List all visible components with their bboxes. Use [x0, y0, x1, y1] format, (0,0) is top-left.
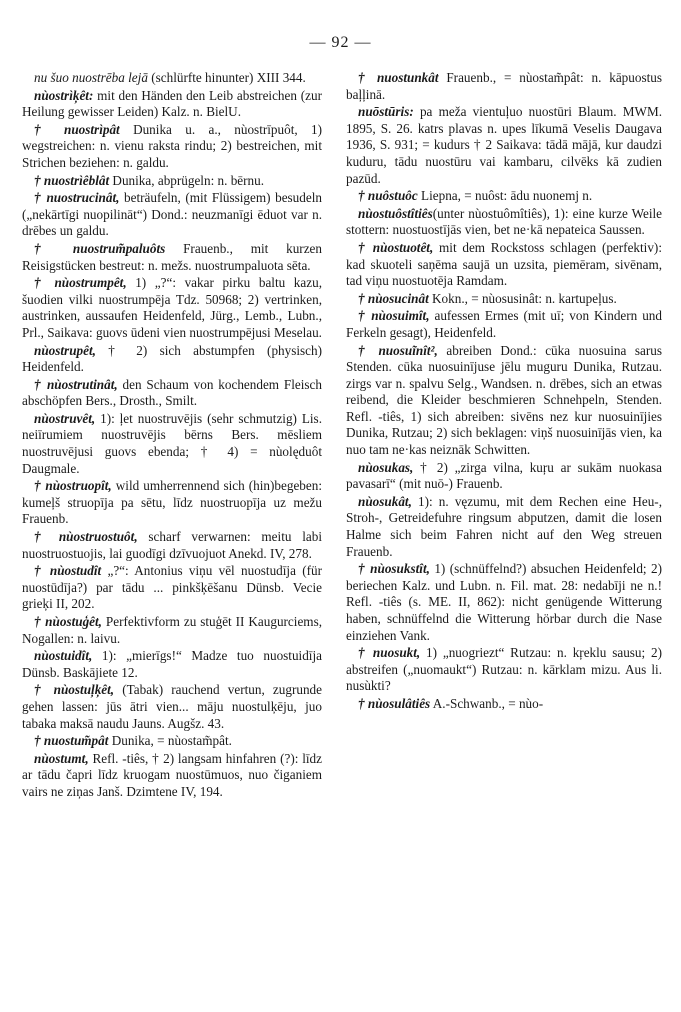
dictionary-entry	[346, 188, 662, 205]
entry-definition: 1) „?“: vakar pirku baltu kazu, šuodien vilki nuostrumpēja Tdz. 50968; 2) vertrinken, austrinken, aussaufen Heidenfeld, Jürg., Lemb., Lubn., Prl., Saikava: guovs ūdeni vien nuostrumpējusi Meselau.	[22, 275, 322, 340]
entry-definition: mit den Händen den Leib abstreichen (zur Heilung gewisser Leiden) Kalz. n. BielU.	[22, 87, 322, 120]
dictionary-entry	[346, 460, 662, 493]
dictionary-entry	[346, 645, 662, 695]
dictionary-entry	[346, 291, 662, 308]
dictionary-entry	[22, 122, 322, 172]
entry-definition: A.-Schwanb., = nùo-	[430, 695, 544, 711]
entry-headword: † nùostruostuôt,	[34, 529, 138, 545]
dictionary-entry	[346, 104, 662, 187]
entry-headword: † nùostuģêt,	[34, 614, 102, 629]
dictionary-entry	[22, 563, 322, 613]
dictionary-entry	[22, 682, 322, 732]
entry-definition: (schlürfte hinunter) XIII 344.	[147, 70, 306, 85]
entry-lead-text: nu šuo nuostrēba lejā	[34, 70, 148, 85]
entry-definition: Liepna, = nuôst: ādu nuonemj n.	[417, 188, 593, 204]
dictionary-entry	[346, 696, 662, 713]
entry-headword: nùostrìķêt:	[34, 87, 94, 103]
entry-headword: nuōstūris:	[358, 104, 414, 120]
entry-definition: Dunika u. a., nùostrīpuôt, 1) wegstreichen: n. vienu raksta rindu; 2) bestreichen, mit Strichen beziehen: n. galdu.	[22, 121, 322, 170]
entry-definition: 1) (schnüffelnd?) absuchen Heidenfeld; 2) beriechen Kalz. und Lubn. n. Fil. mat. 28: nedabīji ne n.! Refl. -tiês (s. ME. II, 862): nicht genügende Witterung haben, schnüffelnd die Witterung hörbar durch die Nase einziehen Vank.	[346, 561, 662, 643]
entry-headword: † nùostrumpêt,	[34, 275, 127, 291]
entry-headword: † nùosulâtiês	[358, 695, 431, 711]
dictionary-entry	[22, 751, 322, 801]
dictionary-entry	[346, 494, 662, 560]
dictionary-entry	[22, 411, 322, 477]
left-column	[22, 70, 322, 802]
entry-headword: † nùostuļķêt,	[34, 682, 115, 698]
dictionary-entry	[22, 241, 322, 274]
entry-definition: Frauenb., mit kurzen Reisigstücken bestreut: n. mežs. nuostrumpaluota sēta.	[22, 240, 322, 273]
entry-headword: † nùosucinât	[358, 290, 429, 306]
entry-headword: † nuosukt,	[358, 645, 421, 661]
entry-headword: nùostuôstîtiês	[358, 205, 433, 221]
dictionary-entry	[22, 614, 322, 647]
entry-definition: wild umherrennend sich (hin)begeben: kumeļš struopīja pa sētu, līdz nuostruopīja uz mežu Frauenb.	[22, 478, 322, 527]
entry-definition: (Tabak) rauchend vertun, zugrunde gehen lassen: jūs ātri vien... māju nuostulķēju, juo tabaka maksā naudu Jauns. Augšz. 43.	[22, 682, 322, 731]
entry-definition: aufessen Ermes (mit uī; von Kindern und Ferkeln gesagt), Heidenfeld.	[346, 308, 662, 340]
dictionary-entry	[22, 478, 322, 528]
dictionary-entry	[22, 733, 322, 750]
entry-headword: † nuôstuôc	[358, 188, 418, 204]
entry-headword: † nuostrucinât,	[34, 190, 120, 206]
dictionary-entry	[22, 275, 322, 341]
entry-headword: † nùostruopît,	[34, 478, 112, 494]
dictionary-entry	[22, 88, 322, 121]
entry-headword: † nuostrìêblât	[34, 172, 110, 188]
dictionary-entry	[22, 529, 322, 562]
entry-headword: † nùostrutinât,	[34, 376, 118, 392]
entry-headword: † nuostunkât	[358, 70, 439, 85]
entry-headword: nùostumt,	[34, 750, 89, 766]
entry-headword: † nuostum̃pât	[34, 733, 109, 749]
entry-definition: Dunika, abprügeln: n. bērnu.	[109, 172, 265, 188]
entry-headword: † nùosukstît,	[358, 561, 430, 577]
entry-definition: Perfektivform zu stuģēt II Kaugurciems, Nogallen: n. laivu.	[22, 614, 322, 646]
entry-definition: Frauenb., = nùostam̃pât: n. kāpuostus baļļinā.	[346, 70, 662, 102]
dictionary-entry	[22, 173, 322, 190]
entry-definition: 1): n. vęzumu, mit dem Rechen eine Heu-, Stroh-, Getreidefuhre ringsum abputzen, damit die losen Halme sich beim Fahren nicht auf den Weg streuen Frauenb.	[346, 493, 662, 559]
dictionary-entry	[22, 70, 322, 87]
right-column	[346, 70, 662, 714]
dictionary-entry	[22, 343, 322, 376]
entry-headword: nùosukât,	[358, 493, 412, 509]
entry-definition: (unter nùostuômîtiês), 1): eine kurze Weile stottern: nuostuostījās vien, bet ne·kā nepateica Saussen.	[346, 205, 662, 238]
entry-definition: beträufeln, (mit Flüssigem) besudeln („nekārtīgi nuopilināt“) Dond.: neuzmanīgi ēduot var n. drēbes un galdu.	[22, 190, 322, 239]
dictionary-entry	[346, 240, 662, 290]
page-number: — 92 —	[309, 34, 372, 51]
entry-headword: † nuostrum̃paluôts	[34, 240, 166, 256]
entry-definition: Refl. -tiês, † 2) langsam hinfahren (?): līdz ar tādu čapri līdz kruogam nuostūmuos, nuo čiganiem vairs ne ziņas Janš. Dzimtene IV, 194.	[22, 750, 322, 799]
entry-definition: † 2) sich abstumpfen (physisch) Heidenfeld.	[22, 342, 322, 375]
entry-headword: nùosukas,	[358, 459, 414, 475]
entry-definition: 1): „mierīgs!“ Madze tuo nuostuidīja Dünsb. Baskājiete 12.	[22, 648, 322, 680]
dictionary-entry	[346, 343, 662, 459]
entry-definition: 1): ļet nuostruvējis (sehr schmutzig) Lis. neiīrumiem nuostruvējis bērns Bers. mēsliem nuostruvējusi guovs ebenda; † 4) = nùolęduôt Daugmale.	[22, 410, 322, 476]
entry-headword: nùostruvêt,	[34, 410, 96, 426]
dictionary-entry	[22, 377, 322, 410]
dictionary-entry	[346, 561, 662, 644]
entry-definition: mit dem Rockstoss schlagen (perfektiv): kad skuoteli saņēma saujā un uzsita, piemēram, sivēnam, tad viņu nuostuotēja Ramdam.	[346, 239, 662, 289]
entry-definition: den Schaum von kochendem Fleisch abschöpfen Bers., Drosth., Smilt.	[22, 376, 322, 409]
entry-definition: † 2) „zirga vilna, kuŗu ar sukām nuokasa pavasarī“ (mit nuō-) Frauenb.	[346, 459, 662, 492]
entry-definition: Dunika, = nùostam̃pât.	[108, 733, 232, 749]
dictionary-entry	[22, 648, 322, 681]
dictionary-entry	[22, 190, 322, 240]
dictionary-entry	[346, 70, 662, 103]
dictionary-entry	[346, 308, 662, 341]
entry-headword: nùostuidît,	[34, 648, 93, 664]
entry-definition: abreiben Dond.: cūka nuosuina sarus Stenden. cūka nuosuinījuse jēlu muguru Dunika, Rutzau. zirgs var n. spalvu Selg., Wandsen. n. drēbes, sich an etwas reibend, die Kleider beschmieren Schnehpeln, Stenden. Refl. -tiês, 1) sich abreiben: sivēns nez kur nuosuinījies Dunika, Rutzau; 2) sich beklagen: viņš nuosuinījās vien, ka nuo tam ne·kas neiznāk Schwitten.	[346, 342, 662, 458]
entry-definition: Kokn., = nùosusinât: n. kartupeļus.	[428, 290, 617, 306]
entry-definition: pa meža vientuļuo nuostūri Blaum. MWM. 1895, S. 26. katrs plavas n. upes līkumā Veselis Daugava 1936, S. 931; = kudurs † 2 Saikava: tādā mājā, kur daudzi kuduru, tādu nuostūru vai kambaru, cilvēks kā zudien pazūd.	[346, 104, 662, 186]
entry-definition: „?“: Antonius viņu vēl nuostudīja (für nuostūdīja?) par tādu ... pinkšķēšanu Dünsb. Vecie grieķi II, 202.	[22, 563, 322, 612]
entry-headword: † nùostudît	[34, 563, 102, 579]
entry-headword: † nùostuotêt,	[358, 239, 434, 255]
entry-headword: † nùosuimît,	[358, 308, 430, 324]
entry-definition: scharf verwarnen: meitu labi nuostruostuojis, lai guodīgi dzīvuojuot Anekd. IV, 278.	[22, 529, 322, 561]
entry-headword: † nuostrìpât	[34, 121, 120, 137]
entry-headword: nùostrupêt,	[34, 342, 96, 358]
entry-headword: † nuosuĩnît²,	[358, 342, 438, 358]
dictionary-entry	[346, 206, 662, 239]
entry-definition: 1) „nuogriezt“ Rutzau: n. kŗeklu sausu; 2) abstreifen („nuomaukt“) Rutzau: n. kārklam mizu. Aus li. nusùkti?	[346, 645, 662, 694]
